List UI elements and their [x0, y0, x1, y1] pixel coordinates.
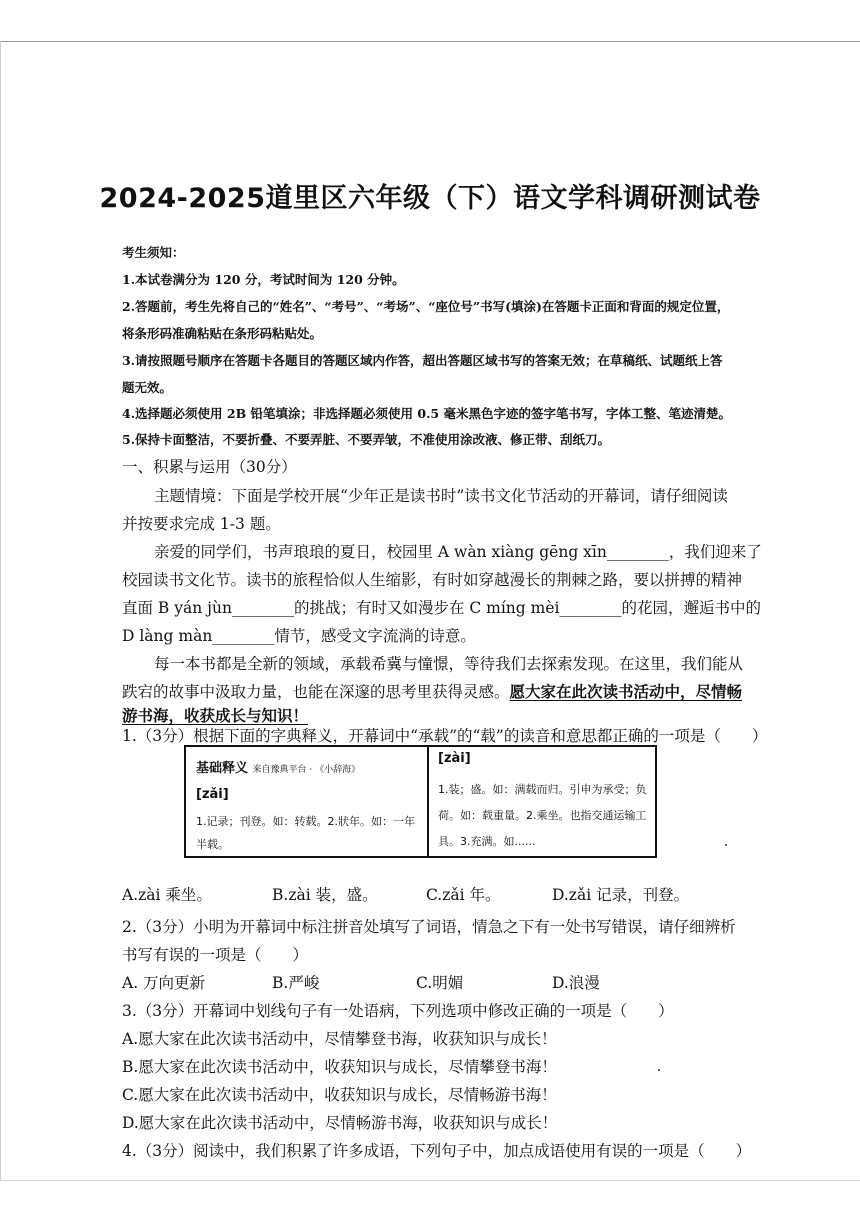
speech-line: 亲爱的同学们，书声琅琅的夏日，校园里 A wàn xiàng gēng xīn________，我们迎来了 [154, 543, 762, 561]
notice-heading: 考生须知： [122, 245, 185, 260]
question-4-stem: 4.（3分）阅读中，我们积累了许多成语，下列句子中，加点成语使用有误的一项是（ ） [122, 1142, 752, 1160]
option-d[interactable]: D.浪漫 [552, 974, 600, 992]
option-a[interactable]: A.愿大家在此次读书活动中，尽情攀登书海，收获知识与成长！ [122, 1030, 557, 1048]
question-1-stem: 1.（3分）根据下面的字典释义，开幕词中“承载”的“载”的读音和意思都正确的一项是（ ） [122, 727, 768, 745]
definition-line: 1.装；盛。如：满载而归。引申为承受；负 [438, 783, 647, 796]
speech-line: 校园读书文化节。读书的旅程恰似人生缩影，有时如穿越漫长的荆棘之路，要以拼搏的精神 [122, 571, 743, 589]
option-d[interactable]: D.zǎi 记录，刊登。 [552, 886, 690, 904]
notice-item: 将条形码准确粘贴在条形码粘贴处。 [122, 326, 323, 341]
page-bottom-border [0, 1180, 860, 1181]
speech-line: 直面 B yán jùn________的挑战；有时又如漫步在 C míng mèi________的花园，邂逅书中的 [122, 599, 761, 617]
question-2-stem: 书写有误的一项是（ ） [122, 946, 309, 964]
option-c[interactable]: C.明媚 [416, 974, 464, 992]
pinyin-zai4: [zài] [438, 751, 471, 766]
option-a[interactable]: A.zài 乘坐。 [122, 886, 212, 904]
definition-line: 荷。如：载重量。2.乘坐。也指交通运输工 [438, 809, 647, 822]
dictionary-heading: 基础释义 来自豫典平台 · 《小辞海》 [196, 761, 361, 776]
section-heading: 一、积累与运用（30分） [122, 458, 297, 476]
question-2-stem: 2.（3分）小明为开幕词中标注拼音处填写了词语，情急之下有一处书写错误，请仔细辨析 [122, 918, 736, 936]
dictionary-source: 来自豫典平台 · 《小辞海》 [252, 765, 361, 775]
context-line: 并按要求完成 1-3 题。 [122, 515, 281, 533]
question-3-stem: 3.（3分）开幕词中划线句子有一处语病，下列选项中修改正确的一项是（ ） [122, 1002, 674, 1020]
definition-line: 1.记录；刊登。如：转载。2.狀年。如：一年 [196, 815, 415, 828]
speech-line: D làng màn________情节，感受文字流淌的诗意。 [122, 627, 476, 645]
dictionary-left-panel [186, 747, 429, 856]
option-b[interactable]: B.zài 装，盛。 [272, 886, 378, 904]
notice-item: 2.答题前，考生先将自己的“姓名”、“考号”、“考场”、“座位号”书写(填涂)在答题卡正面和背面的规定位置， [122, 299, 730, 314]
option-b[interactable]: B.严峻 [272, 974, 320, 992]
definition-line: 半载。 [196, 838, 229, 851]
definition-line: 具。3.充满。如...... [438, 835, 536, 848]
notice-item: 5.保持卡面整洁，不要折叠、不要弄脏、不要弄皱，不准使用涂改液、修正带、刮纸刀。 [122, 432, 611, 447]
exam-title: 2024-2025道里区六年级（下）语文学科调研测试卷 [99, 183, 761, 214]
underlined-sentence: 愿大家在此次读书活动中，尽情畅 [509, 682, 743, 701]
option-c[interactable]: C.愿大家在此次读书活动中，收获知识与成长，尽情畅游书海！ [122, 1086, 557, 1104]
scan-speck [658, 1069, 660, 1071]
speech-line [122, 704, 308, 726]
pinyin-zai3: [zǎi] [196, 787, 229, 802]
notice-item: 1.本试卷满分为 120 分，考试时间为 120 分钟。 [122, 272, 405, 287]
page-top-border [0, 41, 860, 42]
option-b[interactable]: B.愿大家在此次读书活动中，收获知识与成长，尽情攀登书海！ [122, 1058, 557, 1076]
scan-speck [725, 844, 727, 846]
speech-line: 跌宕的故事中汲取力量，也能在深邃的思考里获得灵感。愿大家在此次读书活动中，尽情畅 [122, 682, 743, 701]
dictionary-box [184, 745, 657, 858]
option-c[interactable]: C.zǎi 年。 [426, 886, 501, 904]
underlined-sentence: 游书海，收获成长与知识！ [122, 706, 309, 725]
context-line: 主题情境：下面是学校开展“少年正是读书时”读书文化节活动的开幕词，请仔细阅读 [154, 487, 728, 505]
notice-item: 3.请按照题号顺序在答题卡各题目的答题区域内作答，超出答题区域书写的答案无效；在草稿纸、试题纸上答 [122, 353, 723, 368]
speech-line: 每一本书都是全新的领域，承载希冀与憧憬，等待我们去探索发现。在这里，我们能从 [154, 655, 744, 673]
option-d[interactable]: D.愿大家在此次读书活动中，尽情畅游书海，收获知识与成长！ [122, 1114, 558, 1132]
notice-item: 4.选择题必须使用 2B 铅笔填涂；非选择题必须使用 0.5 毫米黑色字迹的签字笔书写，字体工整、笔迹清楚。 [122, 406, 731, 421]
notice-item: 题无效。 [122, 380, 173, 395]
option-a[interactable]: A. 万向更新 [122, 974, 206, 992]
